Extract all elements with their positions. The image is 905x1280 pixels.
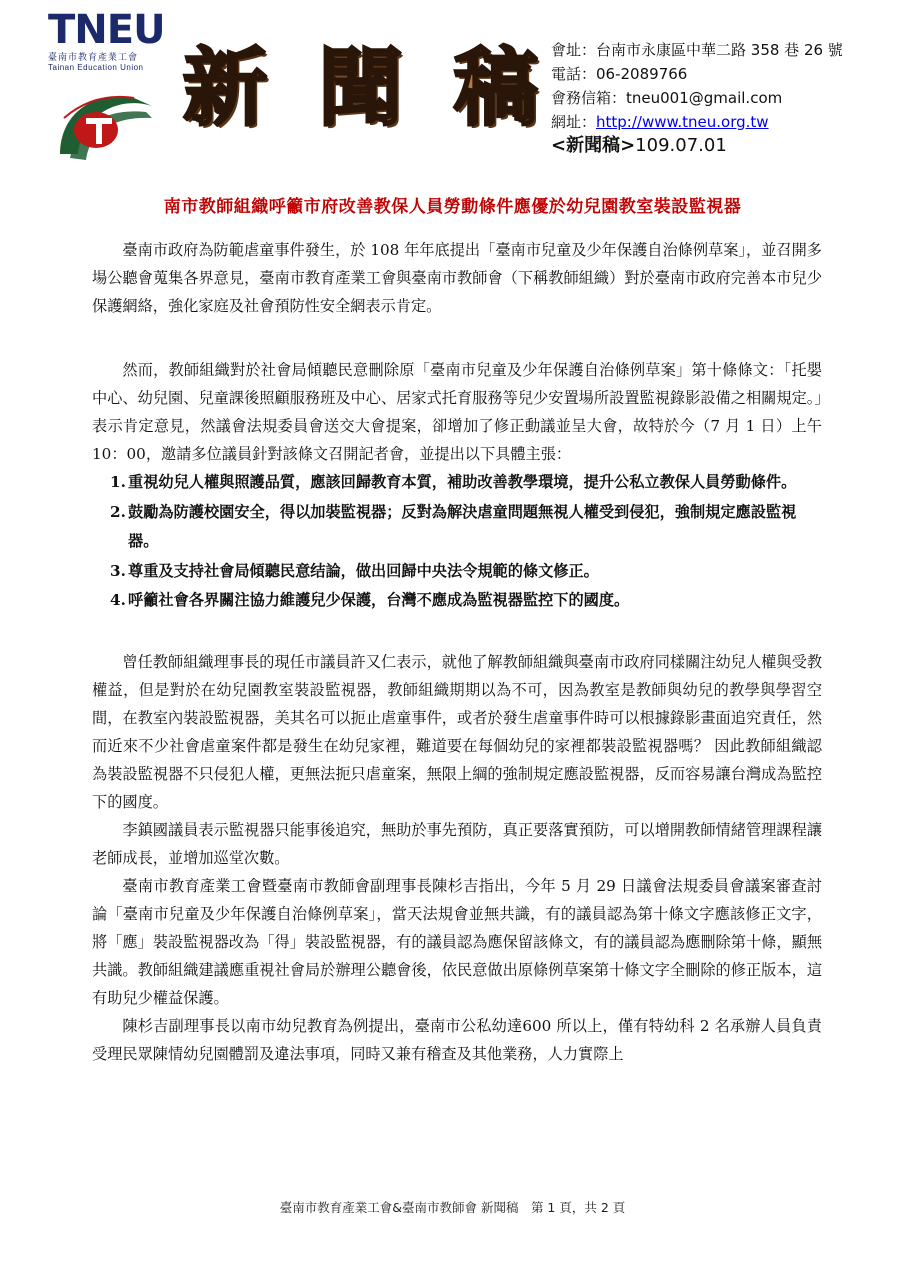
- press-release-banner: [183, 39, 538, 137]
- list-item: 1. 重視幼兒人權與照護品質，應該回歸教育本質，補助改善教學環境，提升公私立教保人員勞動條件。: [110, 473, 797, 491]
- demands-list: [92, 468, 822, 616]
- headline: 南市教師組織呼籲市府改善教保人員勞動條件應優於幼兒園教室裝設監視器: [163, 197, 742, 217]
- release-label: <新聞稿>: [551, 135, 636, 156]
- website-label: 網址：: [551, 113, 597, 131]
- paragraph-2: 然而，教師組織對於社會局傾聽民意刪除原「臺南市兒童及少年保護自治條例草案」第十條條文：「托嬰中心、幼兒園、兒童課後照顧服務班及中心、居家式托育服務等兒少安置場所設置監視錄影設備之相關規定。」表示肯定意見，然議會法規委員會送交大會提案，卻增加了修正動議並呈大會，故特於今（7 月 1 日）上午 10：00，邀請多位議員針對該條文召開記者會，並提出以下具體主張：: [92, 361, 822, 463]
- paragraph-3: 曾任教師組織理事長的現任市議員許又仁表示，就他了解教師組織與臺南市政府同樣關注幼兒人權與受教權益，但是對於在幼兒園教室裝設監視器，教師組織期期以為不可，因為教室是教師與幼兒的教學與學習空間，在教室內裝設監視器，美其名可以扼止虐童事件，或者於發生虐童事件時可以根據錄影畫面追究責任，然而近來不少社會虐童案件都是發生在幼兒家裡，難道要在每個幼兒的家裡都裝設監視器嗎？ 因此教師組織認為裝設監視器不只侵犯人權，更無法扼只虐童案，無限上綱的強制規定應設監視器，反而容易讓台灣成為監控下的國度。: [92, 652, 822, 811]
- release-date: 109.07.01: [635, 135, 727, 156]
- paragraph-5: 臺南市教育產業工會暨臺南市教師會副理事長陳杉吉指出，今年 5 月 29 日議會法規委員會議案審查討論「臺南市兒童及少年保護自治條例草案」，當天法規會並無共識，有的議員認為第十條文字應該修正文字，將「應」裝設監視器改為「得」裝設監視器，有的議員認為應保留該條文，有的議員認為應刪除第十條，顯無共識。教師組織建議應重視社會局於辦理公聽會後，依民意做出原條例草案第十條文字全刪除的修正版本，這有助兒少權益保護。: [92, 876, 822, 1007]
- email-value: tneu001@gmail.com: [626, 89, 783, 107]
- list-item: 4. 呼籲社會各界關注協力維護兒少保護，台灣不應成為監視器監控下的國度。: [110, 591, 630, 609]
- teachers-association-seal-icon: [56, 84, 158, 166]
- brand-logo: TNEU: [48, 7, 165, 53]
- paragraph-4: 李鎮國議員表示監視器只能事後追究，無助於事先預防，真正要落實預防，可以增開教師情緒管理課程讓老師成長，並增加巡堂次數。: [92, 820, 822, 867]
- contact-info: [551, 38, 901, 158]
- org-name-en: Tainan Education Union: [48, 63, 144, 72]
- banner-char-2: 聞: [318, 39, 403, 137]
- phone-row: [551, 62, 901, 86]
- banner-char-1: 新: [183, 39, 268, 137]
- article-body: [92, 236, 822, 1068]
- logo: [48, 7, 178, 170]
- address-label: 會址：: [551, 41, 597, 59]
- list-item: 2. 鼓勵為防護校園安全，得以加裝監視器；反對為解決虐童問題無視人權受到侵犯，強制規定應設監視器。: [110, 502, 797, 550]
- paragraph-1: 臺南市政府為防範虐童事件發生，於 108 年年底提出「臺南市兒童及少年保護自治條例草案」，並召開多場公聽會蒐集各界意見，臺南市教育產業工會與臺南市教師會（下稱教師組織）對於臺南市政府完善本市兒少保護網絡，強化家庭及社會預防性安全網表示肯定。: [92, 241, 822, 315]
- org-name-cn: 臺南市教育產業工會: [48, 53, 139, 63]
- list-item: 3. 尊重及支持社會局傾聽民意结論，做出回歸中央法令規範的條文修正。: [110, 561, 599, 580]
- email-row: [551, 86, 901, 110]
- phone-value: 06-2089766: [596, 65, 688, 83]
- address-value: 台南市永康區中華二路 358 巷 26 號: [596, 41, 843, 59]
- paragraph-6: 陳杉吉副理事長以南市幼兒教育為例提出，臺南市公私幼達600 所以上，僅有特幼科 2 名承辦人員負責受理民眾陳情幼兒園體罰及違法事項，同時又兼有稽查及其他業務，人力實際上: [92, 1016, 822, 1063]
- email-label: 會務信箱：: [551, 89, 627, 107]
- website-row: [551, 110, 901, 134]
- website-link[interactable]: http://www.tneu.org.tw: [596, 113, 769, 131]
- page-footer: 臺南市教育產業工會&臺南市教師會 新聞稿 第 1 頁，共 2 頁: [279, 1200, 626, 1215]
- address-row: [551, 38, 901, 62]
- banner-char-3: 稿: [453, 39, 538, 137]
- phone-label: 電話：: [551, 65, 597, 83]
- release-date-row: [551, 134, 901, 158]
